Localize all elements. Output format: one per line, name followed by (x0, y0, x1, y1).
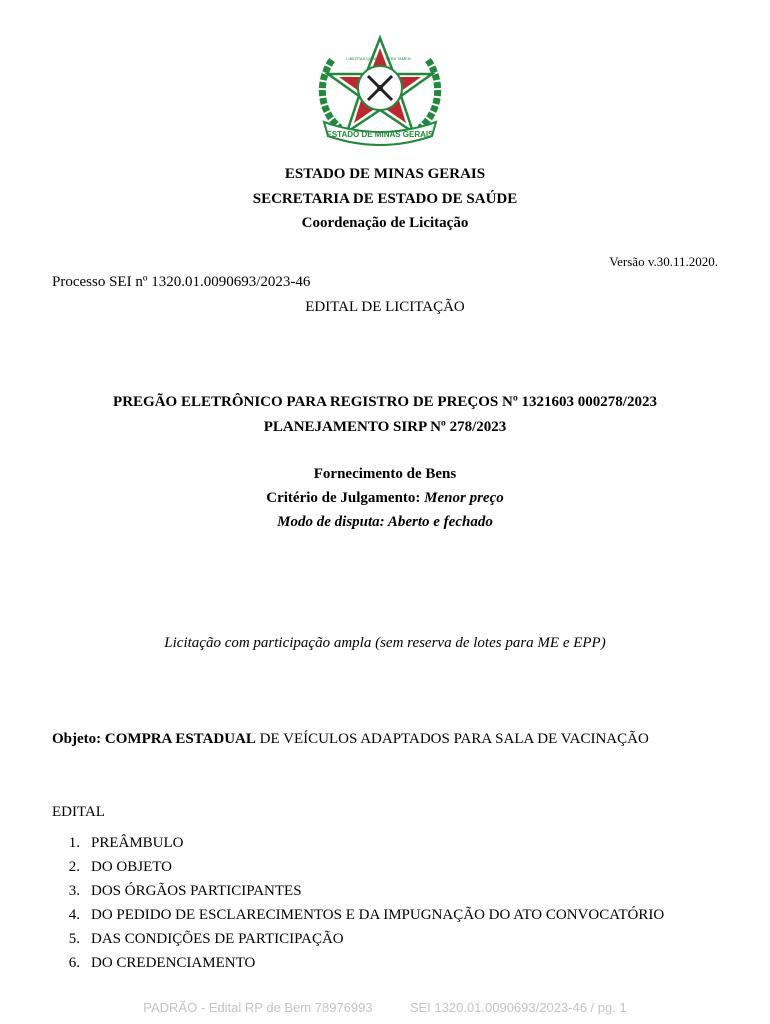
header-secretariat: SECRETARIA DE ESTADO DE SAÚDE (252, 191, 518, 207)
toc-item (0, 883, 770, 907)
document-title: EDITAL DE LICITAÇÃO (305, 299, 465, 315)
process-number: Processo SEI nº 1320.01.0090693/2023-46 (52, 274, 311, 290)
footer-right: SEI 1320.01.0090693/2023-46 / pg. 1 (409, 1000, 627, 1015)
toc-item-number: 6. (68, 955, 80, 971)
footer-left: PADRÃO - Edital RP de Bem 78976993 (143, 1000, 373, 1015)
planejamento-title: PLANEJAMENTO SIRP Nº 278/2023 (263, 419, 507, 435)
toc-item-number: 5. (68, 931, 80, 947)
objeto-label: Objeto: (52, 731, 102, 747)
seal-motto-left: LIBERTAS QUAE (346, 56, 378, 61)
version-label: Versão v.30.11.2020. (609, 254, 718, 269)
page-footer (0, 1000, 770, 1015)
toc-item-label: DAS CONDIÇÕES DE PARTICIPAÇÃO (91, 931, 344, 947)
criteria-line (0, 490, 770, 507)
header-coordination: Coordenação de Licitação (301, 215, 469, 231)
toc-title: EDITAL (52, 804, 105, 820)
toc-item (0, 955, 770, 979)
toc-item (0, 907, 770, 931)
seal-ribbon-text: ESTADO DE MINAS GERAIS (326, 130, 434, 139)
toc-item-number: 2. (68, 859, 80, 875)
toc-item (0, 835, 770, 859)
toc-item-label: DO PEDIDO DE ESCLARECIMENTOS E DA IMPUGNAÇÃO DO ATO CONVOCATÓRIO (91, 907, 665, 923)
criteria-value: Menor preço (424, 490, 504, 506)
supply-type: Fornecimento de Bens (313, 466, 457, 482)
participation-note: Licitação com participação ampla (sem reserva de lotes para ME e EPP) (164, 635, 606, 651)
toc-item-label: DO CREDENCIAMENTO (91, 955, 256, 971)
toc-item (0, 859, 770, 883)
pregao-title: PREGÃO ELETRÔNICO PARA REGISTRO DE PREÇOS Nº 1321603 000278/2023 (113, 394, 657, 410)
toc-item-number: 3. (68, 883, 80, 899)
objeto-bold: COMPRA ESTADUAL (104, 731, 256, 747)
criteria-label: Critério de Julgamento: (266, 490, 421, 506)
toc-item-label: DO OBJETO (91, 859, 172, 875)
seal-motto-right: SERA TAMEN (385, 56, 411, 61)
coat-of-arms-icon (310, 30, 450, 154)
header-state: ESTADO DE MINAS GERAIS (284, 166, 486, 182)
toc-item-number: 4. (68, 907, 80, 923)
objeto-line (52, 731, 649, 748)
toc-item-number: 1. (68, 835, 80, 851)
toc-item-label: PREÂMBULO (91, 835, 184, 851)
coat-of-arms (310, 30, 450, 154)
toc-item-label: DOS ÓRGÃOS PARTICIPANTES (91, 883, 302, 899)
objeto-rest: DE VEÍCULOS ADAPTADOS PARA SALA DE VACINAÇÃO (259, 731, 649, 747)
toc-item (0, 931, 770, 955)
dispute-mode: Modo de disputa: Aberto e fechado (277, 514, 493, 530)
